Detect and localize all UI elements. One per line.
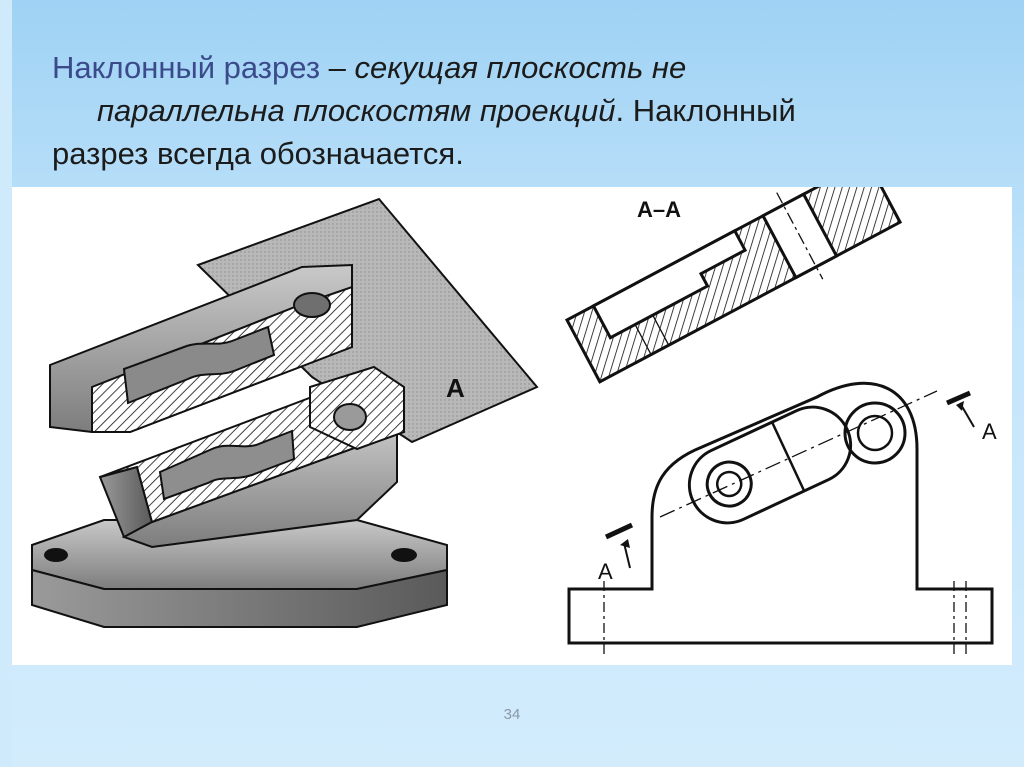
section-view xyxy=(560,187,906,394)
drawing-canvas xyxy=(12,187,1012,665)
page-number: 34 xyxy=(503,706,521,723)
heading-line-1 xyxy=(52,46,1012,89)
definition-part-1: секущая плоскость не xyxy=(354,50,687,85)
right-bolt-hole xyxy=(391,548,417,562)
definition-part-2: параллельна плоскостям проекций xyxy=(97,93,616,128)
heading-continuation: . Наклонный xyxy=(615,93,796,128)
front-view xyxy=(569,383,997,655)
left-bolt-hole xyxy=(44,548,68,562)
cut-mark-right xyxy=(947,393,970,403)
upper-piece-hole xyxy=(294,293,330,317)
isometric-view xyxy=(32,199,537,627)
front-view-boss-outer xyxy=(845,403,905,463)
boss-hole xyxy=(334,404,366,430)
slide-heading xyxy=(52,46,1012,175)
heading-line-2 xyxy=(52,89,1012,132)
cut-label-left: А xyxy=(598,559,613,584)
front-view-outline xyxy=(569,383,992,643)
heading-dash: – xyxy=(320,50,355,85)
section-outline xyxy=(560,187,906,394)
illustration-panel xyxy=(12,187,1012,665)
cut-label-right: А xyxy=(982,419,997,444)
front-view-slot xyxy=(677,395,863,536)
heading-line-3: разрез всегда обозначается. xyxy=(52,136,464,171)
term-inclined-section: Наклонный разрез xyxy=(52,50,321,85)
cut-mark-left xyxy=(606,525,632,537)
section-label: А–А xyxy=(637,197,682,222)
slide-edge xyxy=(0,0,12,767)
plane-label-a: А xyxy=(446,373,465,403)
front-view-boss-inner xyxy=(858,416,892,450)
